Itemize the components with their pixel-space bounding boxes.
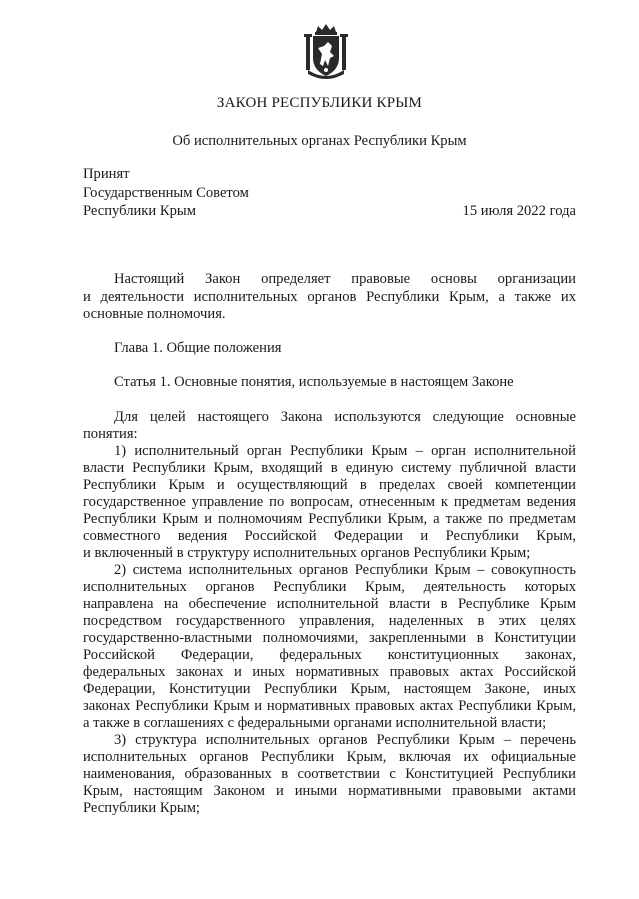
article-heading: Статья 1. Основные понятия, используемые в настоящем Законе — [114, 374, 514, 390]
body-line: посредством государственного управления, наделенных в этих целях — [83, 613, 576, 629]
body-line: Республики Крым; — [83, 800, 200, 816]
chapter-heading: Глава 1. Общие положения — [114, 340, 282, 356]
body-line: государственно-властными полномочиями, закрепленными в Конституции — [83, 630, 576, 646]
body-line: совместного ведения Российской Федерации и Республики Крым, — [83, 528, 576, 544]
body-line: Республики Крым и осуществляющий в пределах своей компетенции — [83, 477, 576, 493]
body-line: исполнительных органов Республики Крым, включая их официальные — [83, 749, 576, 765]
body-line: Для целей настоящего Закона используются следующие основные — [114, 409, 576, 425]
body-line: государственное управление по вопросам, отнесенным к предметам ведения — [83, 494, 576, 510]
preamble-line: и деятельности исполнительных органов Республики Крым, а также их — [83, 289, 576, 305]
body-line: федеральных законах и иных нормативных правовых актах Российской — [83, 664, 576, 680]
body-line: Российской Федерации, федеральных конституционных законах, — [83, 647, 576, 663]
adopted-by-line: Государственным Советом — [83, 185, 249, 201]
adopted-by-line-2: Республики Крым — [83, 203, 196, 219]
body-line: 3) структура исполнительных органов Республики Крым – перечень — [114, 732, 576, 748]
adopted-label: Принят — [83, 166, 130, 182]
body-line: и включенный в структуру исполнительных органов Республики Крым; — [83, 545, 531, 561]
law-subtitle: Об исполнительных органах Республики Крым — [172, 133, 467, 149]
body-line: 1) исполнительный орган Республики Крым – орган исполнительной — [114, 443, 576, 459]
body-line: законах Республики Крым и нормативных правовых актах Республики Крым, — [83, 698, 576, 714]
preamble-line: Настоящий Закон определяет правовые основы организации — [114, 271, 576, 287]
body-line: Республики Крым и полномочиям Республики Крым, а также по предметам — [83, 511, 576, 527]
body-line: власти Республики Крым, входящий в единую систему публичной власти — [83, 460, 576, 476]
law-title: ЗАКОН РЕСПУБЛИКИ КРЫМ — [216, 95, 423, 111]
adoption-date: 15 июля 2022 года — [462, 203, 576, 219]
coat-of-arms-crimea-icon — [302, 24, 350, 80]
body-line: наименования, образованных в соответствии с Конституцией Республики — [83, 766, 576, 782]
body-line: понятия: — [83, 426, 138, 442]
body-line: 2) система исполнительных органов Республики Крым – совокупность — [114, 562, 576, 578]
body-line: Крым, настоящим Законом и иными нормативными правовыми актами — [83, 783, 576, 799]
body-line: исполнительных органов Республики Крым, деятельность которых — [83, 579, 576, 595]
body-line: Федерации, Конституции Республики Крым, настоящем Законе, иных — [83, 681, 576, 697]
preamble-line: основные полномочия. — [83, 306, 226, 322]
body-line: а также в соглашениях с федеральными органами исполнительной власти; — [83, 715, 547, 731]
body-line: направлена на обеспечение исполнительной власти в Республике Крым — [83, 596, 576, 612]
